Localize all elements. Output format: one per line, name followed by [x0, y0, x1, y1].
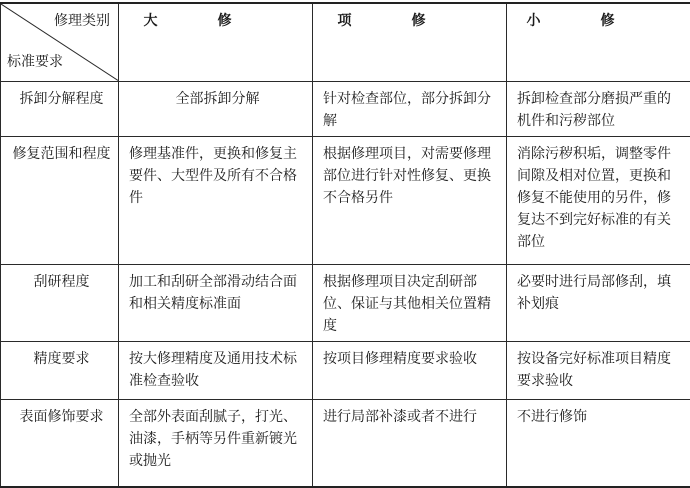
header-row — [1, 3, 690, 81]
table-cell: 必要时进行局部修刮，填补划痕 — [507, 264, 690, 341]
table-cell: 按设备完好标准项目精度要求验收 — [507, 341, 690, 399]
column-header-major-repair: 大修 — [119, 3, 313, 81]
table-cell: 全部外表面刮腻子，打光、油漆，手柄等另件重新镀光或抛光 — [119, 399, 313, 487]
table-cell: 加工和刮研全部滑动结合面和相关精度标准面 — [119, 264, 313, 341]
table-row — [1, 341, 690, 399]
table-cell: 消除污秽积垢，调整零件间隙及相对位置，更换和修复不能使用的另件，修复达不到完好标准的有关部位 — [507, 136, 690, 264]
row-label-repair-scope: 修复范围和程度 — [1, 136, 119, 264]
table-cell: 根据修理项目决定刮研部位、保证与其他相关位置精度 — [313, 264, 507, 341]
corner-header-cell — [1, 3, 119, 81]
column-header-minor-repair: 小修 — [507, 3, 690, 81]
table-row — [1, 136, 690, 264]
row-label-surface-finish: 表面修饰要求 — [1, 399, 119, 487]
row-label-scraping: 刮研程度 — [1, 264, 119, 341]
table-cell: 根据修理项目，对需要修理部位进行针对性修复、更换不合格另件 — [313, 136, 507, 264]
table-cell: 修理基准件，更换和修复主要件、大型件及所有不合格件 — [119, 136, 313, 264]
table-row — [1, 399, 690, 487]
table-row — [1, 81, 690, 136]
table-cell: 全部拆卸分解 — [119, 81, 313, 136]
table-cell: 进行局部补漆或者不进行 — [313, 399, 507, 487]
table-row — [1, 264, 690, 341]
row-label-precision: 精度要求 — [1, 341, 119, 399]
row-label-disassembly: 拆卸分解程度 — [1, 81, 119, 136]
table-cell: 按大修理精度及通用技术标准检查验收 — [119, 341, 313, 399]
repair-standards-table — [0, 2, 690, 488]
table-cell: 针对检查部位，部分拆卸分解 — [313, 81, 507, 136]
table-cell: 按项目修理精度要求验收 — [313, 341, 507, 399]
table-cell: 不进行修饰 — [507, 399, 690, 487]
corner-label-standard-requirements: 标准要求 — [7, 51, 63, 73]
column-header-item-repair: 项修 — [313, 3, 507, 81]
table-cell: 拆卸检查部分磨损严重的机件和污秽部位 — [507, 81, 690, 136]
corner-label-repair-category: 修理类别 — [54, 10, 110, 32]
